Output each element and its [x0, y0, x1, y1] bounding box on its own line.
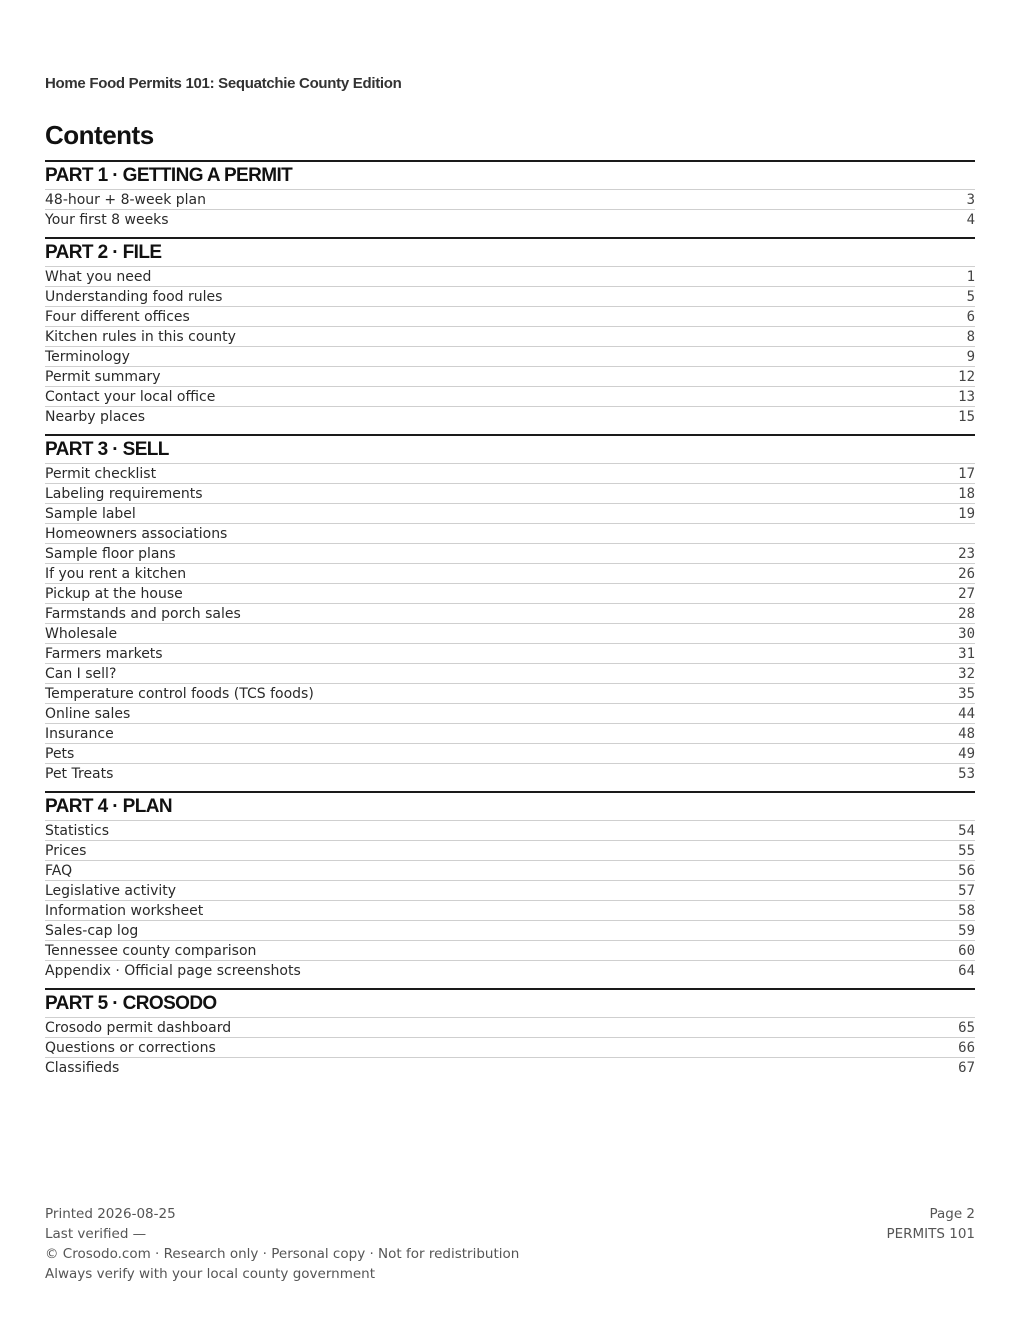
toc-entry[interactable] — [45, 704, 975, 724]
toc-entry-page-number: 6 — [966, 308, 975, 325]
toc-entry-label: Pets — [45, 745, 75, 762]
toc-entry-page-number: 27 — [958, 585, 975, 602]
toc-part-heading: PART 4 · PLAN — [45, 791, 975, 821]
toc-part-heading: PART 2 · FILE — [45, 237, 975, 267]
toc-entry[interactable] — [45, 604, 975, 624]
toc-part-heading: PART 3 · SELL — [45, 434, 975, 464]
toc-entry[interactable] — [45, 267, 975, 287]
toc-entry-label: Permit summary — [45, 368, 161, 385]
toc-entry-page-number: 13 — [958, 388, 975, 405]
toc-entry-label: Crosodo permit dashboard — [45, 1019, 232, 1036]
toc-entry-label: Legislative activity — [45, 882, 177, 899]
toc-part-heading: PART 5 · CROSODO — [45, 988, 975, 1018]
copyright-notice: © Crosodo.com · Research only · Personal copy · Not for redistribution — [45, 1246, 520, 1262]
toc-part-section — [45, 988, 975, 1077]
toc-entry-label: Four different offices — [45, 308, 190, 325]
toc-entry[interactable] — [45, 327, 975, 347]
toc-part-section — [45, 237, 975, 426]
toc-entry[interactable] — [45, 921, 975, 941]
toc-entry-label: Prices — [45, 842, 87, 859]
toc-entry-label: Sample floor plans — [45, 545, 176, 562]
toc-entry-page-number: 31 — [958, 645, 975, 662]
toc-entry-label: Homeowners associations — [45, 525, 228, 542]
toc-part-section — [45, 791, 975, 980]
toc-entry-page-number: 19 — [958, 505, 975, 522]
toc-entry[interactable] — [45, 764, 975, 783]
last-verified: Last verified — — [45, 1226, 147, 1242]
toc-entry-label: Insurance — [45, 725, 114, 742]
printed-date: Printed 2026-08-25 — [45, 1206, 176, 1222]
toc-entry-label: Online sales — [45, 705, 131, 722]
toc-entry[interactable] — [45, 387, 975, 407]
toc-entry[interactable] — [45, 724, 975, 744]
toc-entry-page-number: 12 — [958, 368, 975, 385]
toc-entry[interactable] — [45, 821, 975, 841]
toc-entry-page-number: 64 — [958, 962, 975, 979]
toc-part-section — [45, 160, 975, 229]
toc-entry-page-number: 9 — [966, 348, 975, 365]
toc-entry-label: Information worksheet — [45, 902, 204, 919]
toc-entry-label: Kitchen rules in this county — [45, 328, 236, 345]
toc-entry[interactable] — [45, 484, 975, 504]
toc-entry-label: Farmstands and porch sales — [45, 605, 241, 622]
toc-entry-label: Statistics — [45, 822, 109, 839]
toc-entry-label: Appendix · Official page screenshots — [45, 962, 301, 979]
toc-entry-page-number: 18 — [958, 485, 975, 502]
toc-entry-label: Contact your local office — [45, 388, 216, 405]
toc-entry[interactable] — [45, 524, 975, 544]
toc-entry-page-number: 56 — [958, 862, 975, 879]
toc-entry-page-number: 35 — [958, 685, 975, 702]
toc-entry-page-number: 58 — [958, 902, 975, 919]
toc-entry-label: Classifieds — [45, 1059, 120, 1076]
toc-entry-label: Understanding food rules — [45, 288, 223, 305]
toc-entry-page-number: 66 — [958, 1039, 975, 1056]
toc-entry-page-number: 30 — [958, 625, 975, 642]
toc-entry[interactable] — [45, 841, 975, 861]
toc-entry-page-number: 28 — [958, 605, 975, 622]
toc-entry-page-number: 32 — [958, 665, 975, 682]
toc-entry-label: Labeling requirements — [45, 485, 203, 502]
toc-part-heading: PART 1 · GETTING A PERMIT — [45, 160, 975, 190]
contents-heading: Contents — [45, 120, 154, 150]
toc-entry-page-number: 49 — [958, 745, 975, 762]
footer-left — [45, 1204, 519, 1284]
toc-entry-label: Sales-cap log — [45, 922, 139, 939]
toc-entry-label: Pickup at the house — [45, 585, 183, 602]
toc-entry[interactable] — [45, 624, 975, 644]
toc-entry-label: If you rent a kitchen — [45, 565, 187, 582]
toc-entry[interactable] — [45, 664, 975, 684]
toc-entry-page-number: 5 — [966, 288, 975, 305]
toc-entry-page-number: 17 — [958, 465, 975, 482]
toc-entry[interactable] — [45, 941, 975, 961]
toc-entry-label: What you need — [45, 268, 152, 285]
toc-entry[interactable] — [45, 644, 975, 664]
toc-entry[interactable] — [45, 544, 975, 564]
toc-entry-label: FAQ — [45, 862, 73, 879]
series-label: PERMITS 101 — [886, 1226, 975, 1242]
toc-entry[interactable] — [45, 287, 975, 307]
document-title: Home Food Permits 101: Sequatchie County Edition — [45, 75, 402, 92]
toc-entry[interactable] — [45, 744, 975, 764]
toc-entry-page-number: 4 — [966, 211, 975, 228]
toc-entry[interactable] — [45, 584, 975, 604]
toc-entry-page-number: 65 — [958, 1019, 975, 1036]
toc-entry[interactable] — [45, 407, 975, 426]
toc-entry-page-number: 23 — [958, 545, 975, 562]
toc-entry-page-number: 53 — [958, 765, 975, 782]
toc-entry-page-number: 54 — [958, 822, 975, 839]
toc-entry[interactable] — [45, 1038, 975, 1058]
toc-entry-label: Pet Treats — [45, 765, 114, 782]
toc-entry-page-number: 26 — [958, 565, 975, 582]
toc-entry[interactable] — [45, 307, 975, 327]
toc-entry-page-number: 59 — [958, 922, 975, 939]
toc-entry[interactable] — [45, 861, 975, 881]
table-of-contents — [45, 160, 975, 1085]
toc-entry-label: Farmers markets — [45, 645, 163, 662]
toc-entry-label: Nearby places — [45, 408, 146, 425]
toc-entry-label: Can I sell? — [45, 665, 117, 682]
toc-entry[interactable] — [45, 684, 975, 704]
toc-entry-page-number: 57 — [958, 882, 975, 899]
toc-entry-label: Tennessee county comparison — [45, 942, 257, 959]
toc-entry-label: Questions or corrections — [45, 1039, 216, 1056]
toc-entry[interactable] — [45, 1058, 975, 1077]
toc-part-section — [45, 434, 975, 783]
toc-entry-label: Wholesale — [45, 625, 118, 642]
toc-entry-label: Permit checklist — [45, 465, 157, 482]
toc-entry-page-number: 15 — [958, 408, 975, 425]
toc-entry[interactable] — [45, 961, 975, 980]
toc-entry[interactable] — [45, 210, 975, 229]
toc-entry-page-number: 55 — [958, 842, 975, 859]
toc-entry-page-number: 48 — [958, 725, 975, 742]
toc-entry[interactable] — [45, 504, 975, 524]
toc-entry-label: 48-hour + 8-week plan — [45, 191, 206, 208]
toc-entry-label: Temperature control foods (TCS foods) — [45, 685, 314, 702]
toc-entry-page-number: 44 — [958, 705, 975, 722]
page-number: Page 2 — [929, 1206, 975, 1222]
toc-entry[interactable] — [45, 564, 975, 584]
toc-entry[interactable] — [45, 901, 975, 921]
toc-entry[interactable] — [45, 367, 975, 387]
toc-entry-label: Your first 8 weeks — [45, 211, 169, 228]
footer-right — [886, 1204, 975, 1244]
toc-entry-label: Sample label — [45, 505, 136, 522]
toc-entry-page-number: 67 — [958, 1059, 975, 1076]
toc-entry[interactable] — [45, 464, 975, 484]
toc-entry-page-number: 8 — [966, 328, 975, 345]
toc-entry[interactable] — [45, 881, 975, 901]
toc-entry[interactable] — [45, 347, 975, 367]
toc-entry-page-number: 3 — [966, 191, 975, 208]
toc-entry-label: Terminology — [45, 348, 130, 365]
verify-note: Always verify with your local county government — [45, 1266, 375, 1282]
toc-entry-page-number: 1 — [966, 268, 975, 285]
toc-entry[interactable] — [45, 1018, 975, 1038]
toc-entry-page-number: 60 — [958, 942, 975, 959]
toc-entry[interactable] — [45, 190, 975, 210]
